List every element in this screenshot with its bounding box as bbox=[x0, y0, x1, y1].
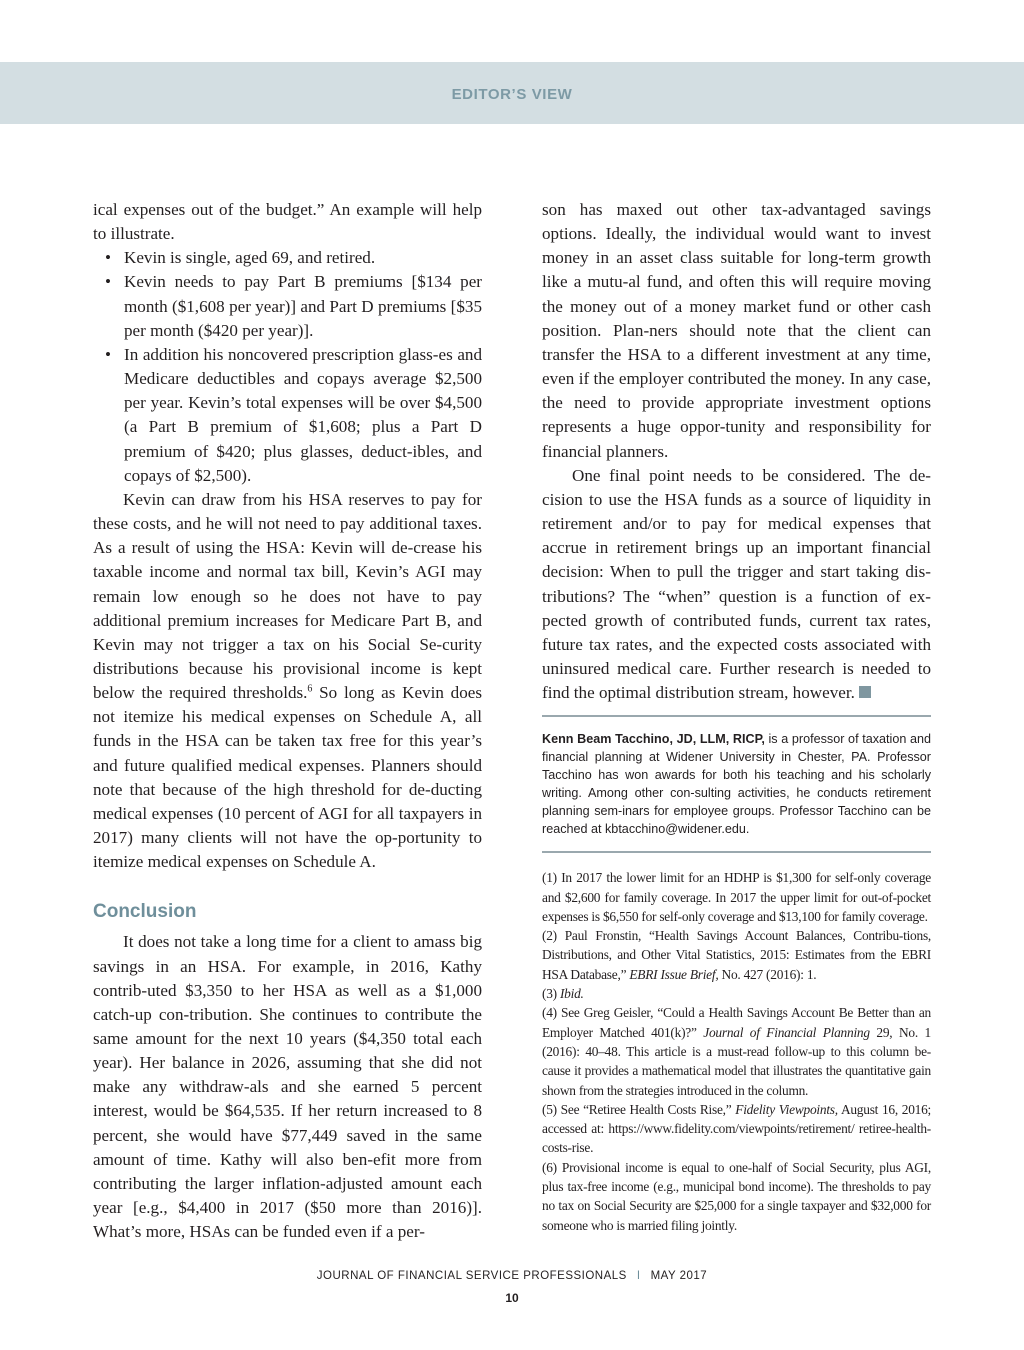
author-bio bbox=[542, 730, 931, 838]
footnote-source-title: Journal of Financial Planning bbox=[703, 1024, 870, 1040]
closing-paragraph bbox=[542, 464, 931, 706]
footnote-ref: 6 bbox=[307, 683, 313, 695]
footnote-source-title: EBRI Issue Brief, bbox=[629, 966, 719, 982]
footnote-text: (5) See “Retiree Health Costs Rise,” bbox=[542, 1101, 736, 1117]
divider bbox=[542, 851, 931, 853]
footnote-text: (2) Paul Fronstin, “Health Savings Account Balances, Contribu-tions, Distributions, and Other Vital Statistics, 2015: Estimates from the EBRI HSA Database,” bbox=[542, 928, 931, 982]
footnote bbox=[542, 1003, 931, 1099]
body-text: One final point needs to be considered. The de-cision to use the HSA funds as a source of liquidity in retirement and/or to pay for medical expenses that accrue in retirement brings up an important financial decision: When to pull the trigger and start taking dis-tributions? The “when” question is a function of ex-pected growth of contributed funds, current tax rates, future tax rates, and the expected costs associated with uninsured medical care. Further research is needed to find the optimal distribution stream, however. bbox=[542, 465, 931, 703]
right-column bbox=[542, 198, 931, 1235]
footnote-text: (4) See Greg Geisler, “Could a Health Savings Account Be Better than an Employer Matched 401(k)?” bbox=[542, 1005, 931, 1040]
footer-separator: I bbox=[636, 1270, 641, 1282]
footnote-source-title: Ibid. bbox=[559, 986, 584, 1002]
conclusion-paragraph: It does not take a long time for a client to amass big savings in an HSA. For example, in 2016, Kathy contrib-uted $3,350 to her HSA as well as a $1,000 catch-up con-tribution. She continues to contribute the same amount for the next 10 years ($4,350 total each year). Her balance in 2026, assuming that she did not make any withdraw-als and she earned 5 percent interest, would be $64,535. If her return increased to 8 percent, she would have $77,449 saved in the same amount of time. Kathy will also ben-efit more from contributing the larger inflation-adjusted amount each year [e.g., $4,400 in 2017 ($50 more than 2016)]. What’s more, HSAs can be funded even if a per- bbox=[93, 932, 482, 1242]
page-number: 10 bbox=[505, 1291, 519, 1305]
intro-paragraph: ical expenses out of the budget.” An example will help to illustrate. bbox=[93, 200, 482, 244]
footnote: (1) In 2017 the lower limit for an HDHP is $1,300 for self-only coverage and $2,600 for family coverage. In 2017 the upper limit for out-of-pocket expenses is $6,550 for self-only coverage and $13,100 for family coverage. bbox=[542, 870, 931, 924]
footnote bbox=[542, 1100, 931, 1158]
left-column bbox=[93, 198, 482, 1244]
footnote-text: August 16, 2016; accessed at: https://www.fidelity.com/viewpoints/retirement/ retiree-health-costs-rise. bbox=[542, 1101, 932, 1156]
body-paragraph: son has maxed out other tax-advantaged savings options. Ideally, the individual would want to invest money in an asset class suitable for long-term growth like a mutu-al fund, and often this will require moving the money out of a money market fund or other cash position. Plan-ners should note that the client can transfer the HSA to a different investment at any time, even if the employer contributed the money. In any case, the need to provide appropriate investment options represents a huge oppor-tunity and responsibility for financial planners. bbox=[542, 200, 931, 461]
footnote-text: (3) bbox=[542, 986, 560, 1002]
footnote-text: 29, No. 1 (2016): 40–48. This article is a must-read follow-up to this column be-cause it provides a mathematical model that illustrates the quantitative gain shown from the strategies introduced in the column. bbox=[542, 1024, 931, 1098]
bullet-item: • Kevin needs to pay Part B premiums [$134 per month ($1,608 per year)] and Part D premiums [$35 per month ($420 per year)]. bbox=[93, 270, 482, 342]
footnote bbox=[542, 926, 931, 984]
section-title: EDITOR’S VIEW bbox=[451, 86, 573, 103]
conclusion-heading: Conclusion bbox=[93, 901, 197, 923]
footnote bbox=[542, 984, 931, 1003]
issue-date: MAY 2017 bbox=[650, 1270, 708, 1282]
bullet-item: • In addition his noncovered prescription glass-es and Medicare deductibles and copays average $2,500 per year. Kevin’s total expenses will be over $4,500 (a Part B premium of $1,608; plus a Part D premium of $420; plus glasses, deduct-ibles, and copays of $2,500). bbox=[93, 343, 482, 488]
journal-name: JOURNAL OF FINANCIAL SERVICE PROFESSIONALS bbox=[316, 1270, 627, 1282]
body-text: Kevin can draw from his HSA reserves to pay for these costs, and he will not need to pay additional taxes. As a result of using the HSA: Kevin will de-crease his taxable income and normal tax bill, Kevin’s AGI may remain low enough so he does not have to pay additional premium increases for Medicare Part B, and Kevin may not trigger a tax on his Social Se-curity distributions because his provisional income is kept below the required thresholds. bbox=[93, 489, 482, 703]
end-of-article-mark bbox=[859, 686, 871, 698]
section-header-band bbox=[0, 62, 1024, 124]
footnote: (6) Provisional income is equal to one-half of Social Security, plus AGI, plus tax-free income (e.g., municipal bond income). The thresholds to pay no tax on Social Security are $25,000 for a single taxpayer and $32,000 for someone who is married filing jointly. bbox=[542, 1159, 931, 1233]
author-bio-text: is a professor of taxation and financial planning at Widener University in Chester, PA. Professor Tacchino has won awards for both his teaching and his scholarly writing. Among other con-sulting activities, he conducts retirement planning sem-inars for employee groups. Professor Tacchino can be reached at kbtacchino@widener.edu. bbox=[542, 732, 931, 837]
footnotes bbox=[542, 868, 931, 1235]
body-paragraph bbox=[93, 488, 482, 875]
divider bbox=[542, 715, 931, 717]
running-footer bbox=[0, 1270, 1024, 1282]
author-name: Kenn Beam Tacchino, JD, LLM, RICP, bbox=[542, 732, 765, 747]
bullet-item: • Kevin is single, aged 69, and retired. bbox=[93, 246, 482, 270]
body-text: So long as Kevin does not itemize his medical expenses on Schedule A, all funds in the HSA can be taken tax free for this year’s and future qualified medical expenses. Planners should note that because of the high threshold for de-ducting medical expenses (10 percent of AGI for all taxpayers in 2017) many clients will not have the op-portunity to itemize medical expenses on Schedule A. bbox=[93, 683, 482, 872]
footnote-source-title: Fidelity Viewpoints, bbox=[735, 1101, 838, 1117]
footnote-text: No. 427 (2016): 1. bbox=[718, 966, 817, 982]
example-bullet-list bbox=[93, 246, 482, 488]
